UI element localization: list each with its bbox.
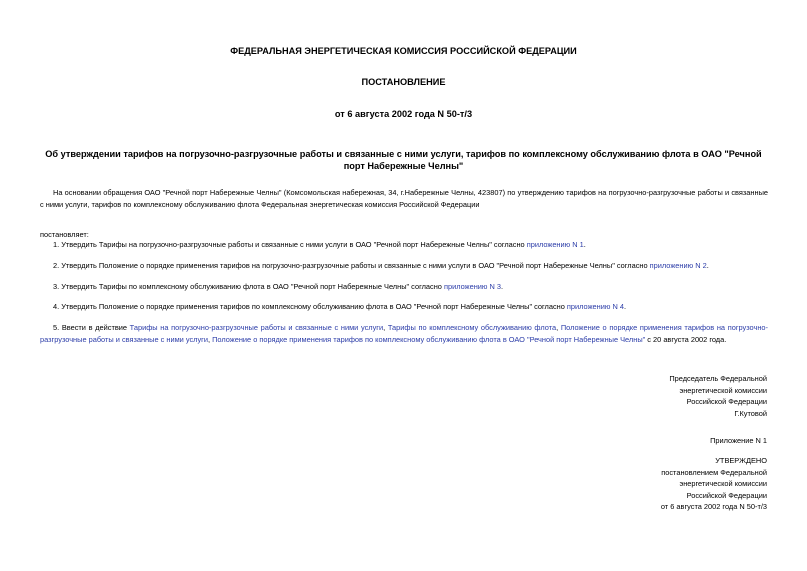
item-5-sep-3: , [207,335,213,344]
item-5-sep-2: , [556,323,561,332]
item-5-sep-1: , [383,323,388,332]
item-2-text: 2. Утвердить Положение о порядке применения тарифов на погрузочно-разгрузочные работы и связанные с ними услуги в ОАО "Речной порт Набережные Челны" согласно [53,261,650,270]
resolves-text: постановляет: [40,230,89,239]
item-3-end: . [501,282,504,291]
document-type: ПОСТАНОВЛЕНИЕ [361,77,446,87]
signature-name: Г.Кутовой [734,408,767,418]
approval-line-4: от 6 августа 2002 года N 50-т/3 [660,502,767,511]
signature-line-1: Председатель Федеральной [669,374,767,383]
item-4 [40,301,768,313]
item-4-end: . [623,302,627,311]
item-4-text: 4. Утвердить Положение о порядке применения тарифов по комплексному обслуживанию флота в ОАО "Речной порт Набережные Челны" согласно [53,302,567,311]
document-title: Об утверждении тарифов на погрузочно-разгрузочные работы и связанные с ними услуги, тарифов по комплексному обслуживанию флота в ОАО "Речной порт Набережные Челны" [45,149,762,171]
document-date: от 6 августа 2002 года N 50-т/3 [334,109,473,119]
signature-line-2: энергетической комиссии [679,385,767,395]
item-2-end: . [706,261,709,270]
intro-paragraph: На основании обращения ОАО "Речной порт Набережные Челны" (Комсомольская набережная, 34, г.Набережные Челны, 423807) по утверждению тарифов на погрузочно-разгрузочные работы и связанные с ними услуги, тарифов по комплексному обслуживанию флота Федеральная энергетическая комиссия Российской Федерации [40,188,768,209]
appendix-4-link[interactable]: приложению N 4 [566,302,624,311]
item-3-text: 3. Утвердить Тарифы по комплексному обслуживанию флота в ОАО "Речной порт Набережные Челны" согласно [53,282,444,291]
appendix-3-link[interactable]: приложению N 3 [443,282,502,291]
agency-name: ФЕДЕРАЛЬНАЯ ЭНЕРГЕТИЧЕСКАЯ КОМИССИЯ РОССИЙСКОЙ ФЕДЕРАЦИИ [230,46,577,56]
regulation-fleet-link[interactable]: Положение о порядке применения тарифов по комплексному обслуживанию флота в ОАО "Речной порт Набережные Челны" [212,335,646,344]
signature-line-3: Российской Федерации [686,397,767,406]
appendix-label: Приложение N 1 [710,436,767,445]
signature-block [507,373,767,419]
approval-line-2: энергетической комиссии [679,479,767,488]
item-1-end: . [583,240,586,249]
item-5-end: с 20 августа 2002 года. [645,335,727,344]
item-5-text: 5. Ввести в действие [53,323,130,332]
approval-title: УТВЕРЖДЕНО [715,456,767,465]
approval-line-1: постановлением Федеральной [661,467,767,477]
appendix-2-link[interactable]: приложению N 2 [649,261,707,270]
item-1 [40,239,768,251]
item-2 [40,260,768,272]
tariffs-fleet-link[interactable]: Тарифы по комплексному обслуживанию флота [387,323,557,332]
approval-line-3: Российской Федерации [686,490,767,500]
item-5 [40,322,768,346]
approval-block [507,455,767,513]
tariffs-loading-link[interactable]: Тарифы на погрузочно-разгрузочные работы и связанные с ними услуги [129,323,384,332]
regulation-loading-link[interactable]: Положение о порядке применения тарифов на погрузочно-разгрузочные работы и связанные с ними услуги [40,323,768,344]
item-3 [40,281,768,293]
appendix-1-link[interactable]: приложению N 1 [526,240,584,249]
item-1-text: 1. Утвердить Тарифы на погрузочно-разгрузочные работы и связанные с ними услуги в ОАО "Речной порт Набережные Челны" согласно [53,240,527,249]
